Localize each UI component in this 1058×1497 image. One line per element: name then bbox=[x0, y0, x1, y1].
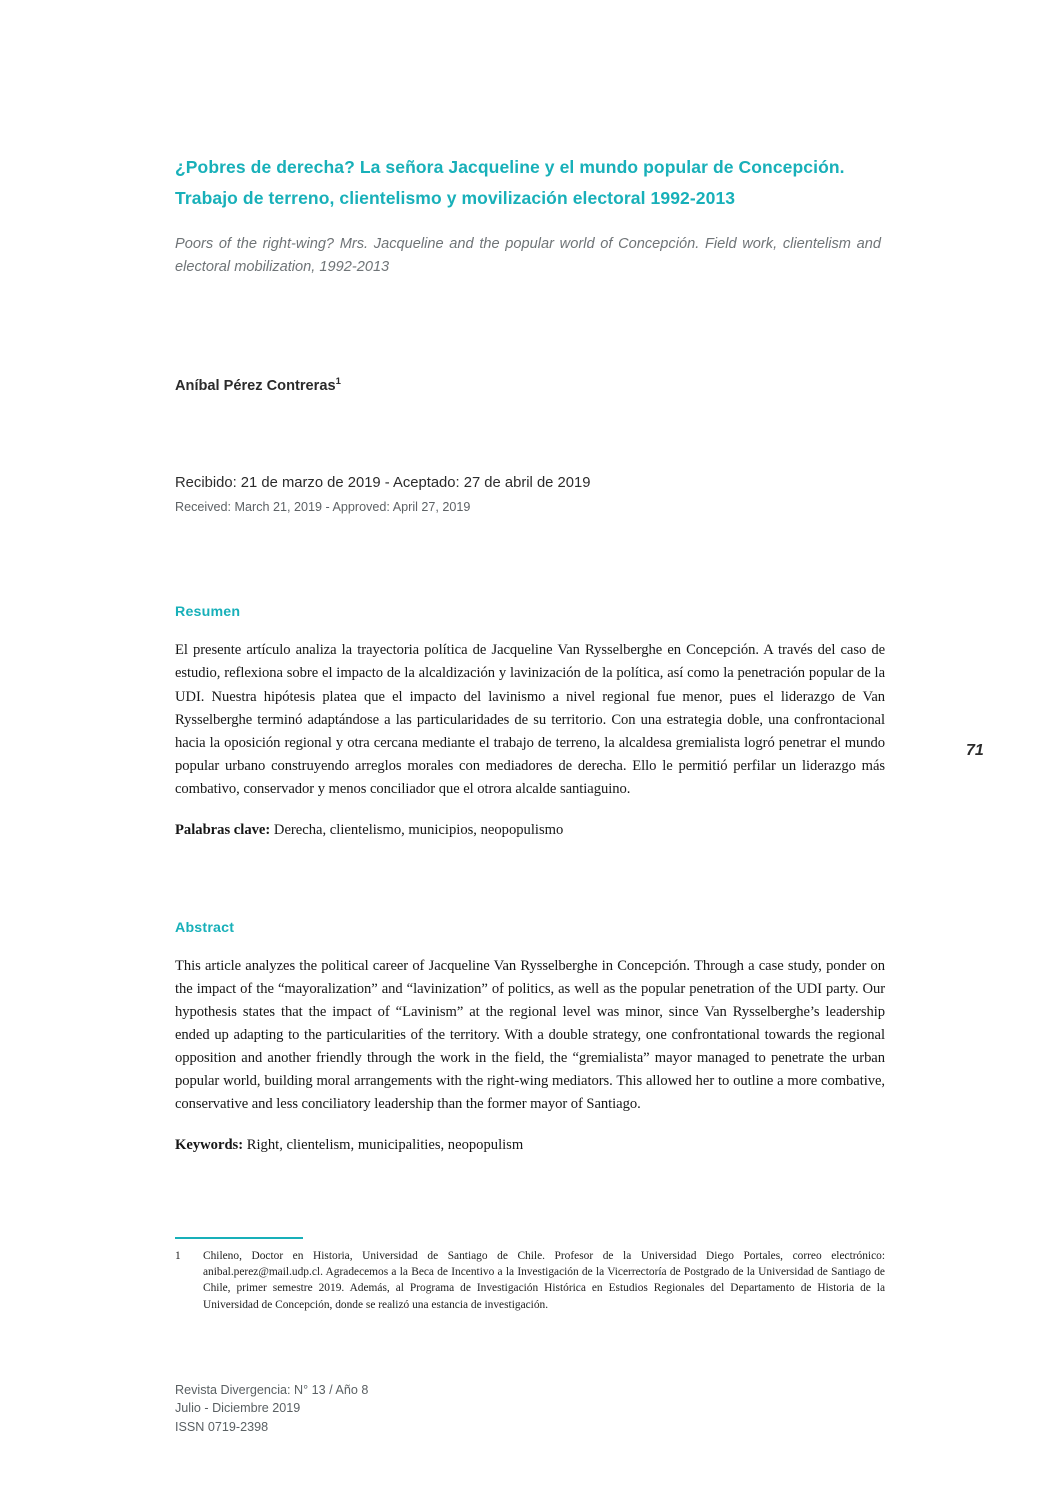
abstract-heading: Abstract bbox=[175, 919, 235, 936]
resumen-keywords-value: Derecha, clientelismo, municipios, neopopulismo bbox=[273, 821, 564, 838]
publication-dates bbox=[175, 472, 885, 516]
author-label: Aníbal Pérez Contreras bbox=[175, 378, 336, 395]
footnote bbox=[175, 1248, 885, 1313]
colophon-line-1: Revista Divergencia: N° 13 / Año 8 bbox=[175, 1383, 369, 1397]
footnote-text: Chileno, Doctor en Historia, Universidad de Santiago de Chile. Profesor de la Universidad Diego Portales, correo electrónico: anibal.perez@mail.udp.cl. Agradecemos a la Beca de Incentivo a la Investigación de la Vicerrectoría de Postgrado de la Universidad de Santiago de Chile, primer semestre 2019. Además, al Programa de Investigación Histórica en Estudios Regionales del Departamento de Historia de la Universidad de Concepción, donde se realizó una estancia de investigación. bbox=[203, 1250, 885, 1311]
title-english: Poors of the right-wing? Mrs. Jacqueline and the popular world of Concepción. Field work, clientelism and electoral mobilization, 1992-2013 bbox=[175, 236, 881, 275]
page-number: 71 bbox=[966, 742, 984, 759]
dates-english: Received: March 21, 2019 - Approved: April 27, 2019 bbox=[175, 499, 471, 514]
article-content bbox=[175, 0, 885, 1157]
abstract-keywords-label: Keywords: bbox=[175, 1137, 244, 1154]
footnote-divider bbox=[175, 1237, 303, 1239]
resumen-body: El presente artículo analiza la trayectoria política de Jacqueline Van Rysselberghe en Concepción. A través del caso de estudio, reflexiona sobre el impacto de la alcaldización y lavinización de la política, así como la penetración popular de la UDI. Nuestra hipótesis platea que el impacto del lavinismo a nivel regional fue menor, pues el liderazgo de Van Rysselberghe terminó adaptándose a las particularidades de su territorio. Con una estrategia doble, una confrontacional hacia la oposición regional y otra cercana mediante el trabajo de terreno, la alcaldesa gremialista logró penetrar el mundo popular urbano construyendo arreglos morales con mediadores de derecha. Ello le permitió perfilar un liderazgo más combativo, conservador y menos conciliador que el otrora alcalde santiaguino. bbox=[175, 642, 885, 797]
resumen-keywords bbox=[175, 819, 885, 842]
author-name bbox=[175, 376, 885, 394]
journal-colophon bbox=[175, 1381, 368, 1436]
abstract-body: This article analyzes the political career of Jacqueline Van Rysselberghe in Concepción. Through a case study, ponder on the impact of the “mayoralization” and “lavinization” of politics, as well as the popular penetration of the UDI party. Our hypothesis states that the impact of “Lavinism” at the regional level was minor, since Van Rysselberghe’s leadership ended up adapting to the particularities of the territory. With a double strategy, one confrontational towards the regional opposition and another friendly through the work in the field, the “gremialista” mayor managed to penetrate the urban popular world, building moral arrangements with the right-wing mediators. This allowed her to outline a more combative, conservative and less conciliatory leadership than the former mayor of Santiago. bbox=[175, 957, 885, 1113]
page-title: ¿Pobres de derecha? La señora Jacqueline y el mundo popular de Concepción. Trabajo de terreno, clientelismo y movilización electoral 1992-2013 bbox=[175, 157, 845, 208]
colophon-line-3: ISSN 0719-2398 bbox=[175, 1419, 269, 1434]
dates-spanish: Recibido: 21 de marzo de 2019 - Aceptado: 27 de abril de 2019 bbox=[175, 475, 591, 492]
resumen-keywords-label: Palabras clave: bbox=[175, 821, 271, 838]
resumen-heading: Resumen bbox=[175, 604, 241, 621]
footnote-number: 1 bbox=[175, 1250, 181, 1262]
author-footnote-marker: 1 bbox=[335, 376, 341, 388]
colophon-line-2: Julio - Diciembre 2019 bbox=[175, 1401, 301, 1416]
abstract-keywords-value: Right, clientelism, municipalities, neopopulism bbox=[246, 1137, 524, 1154]
abstract-keywords bbox=[175, 1134, 885, 1157]
